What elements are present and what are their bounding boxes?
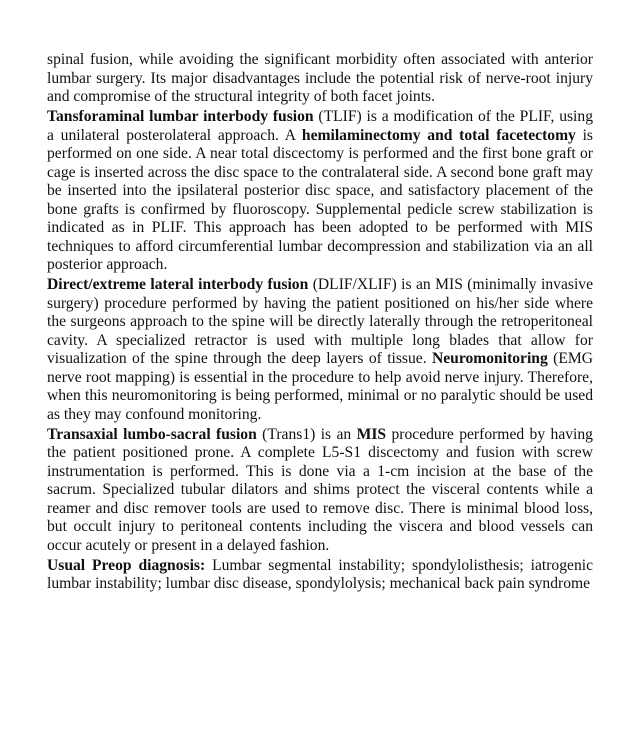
term-hemilaminectomy: hemilaminectomy and total facetectomy [301,126,576,144]
paragraph-text: (EMG nerve root mapping) is essential in the procedure to help avoid nerve injury. Therefore, when this neuromonitoring is being performed, minimal or no paralytic should be used as they may confound monitoring. [47,350,593,423]
paragraph-text: spinal fusion, while avoiding the significant morbidity often associated with anterior lumbar surgery. Its major disadvantages include the potential risk of nerve-root injury and compromise of the structural integrity of both facet joints. [47,51,593,105]
paragraph-text: (DLIF/XLIF) is an MIS (minimally invasive surgery) procedure performed by having the patient positioned on his/her side where the surgeons approach to the spine will be directly laterally through the retroperitoneal cavity. A specialized retractor is used with multiple long blades that allow for visualization of the spine through the deep layers of tissue. [47,276,593,367]
term-neuromonitoring: Neuromonitoring [431,350,548,367]
term-preop-diagnosis: Usual Preop diagnosis: [47,556,206,574]
paragraph-plif-continuation [47,51,593,107]
term-dlif: Direct/extreme lateral interbody fusion [47,276,309,293]
paragraph-text: procedure performed by having the patient positioned prone. A complete L5-S1 discectomy and fusion with screw instrumentation is performed. This is done via a 1-cm incision at the base of the sacrum. Specialized tubular dilators and shims protect the visceral contents while a reamer and disc remover tools are used to remove disc. There is minimal blood loss, but occult injury to peritoneal contents including the viscera and blood vessels can occur acutely or present in a delayed fashion. [47,425,593,554]
paragraph-text: is performed on one side. A near total discectomy is performed and the first bone graft or cage is inserted across the disc space to the contralateral side. A second bone graft may be inserted into the ipsilateral posterior disc space, and satisfactory placement of the bone grafts is confirmed by fluoroscopy. Supplemental pedicle screw stabilization is indicated as in PLIF. This approach has been adopted to be performed with MIS techniques to afford circumferential lumbar decompression and stabilization via an all posterior approach. [47,126,593,273]
paragraph-text: Lumbar segmental instability; spondylolisthesis; iatrogenic lumbar instability; lumbar disc disease, spondylolysis; mechanical back pain syndrome [47,556,593,592]
paragraph-trans1 [47,426,593,556]
paragraph-text: (TLIF) is a modification of the PLIF, using a unilateral posterolateral approach. A [47,108,593,144]
paragraph-dlif [47,276,593,424]
paragraph-text: (Trans1) is an [256,425,357,443]
paragraph-tlif [47,108,593,275]
term-trans1: Transaxial lumbo-sacral fusion [47,425,257,443]
paragraph-preop-diagnosis [47,557,593,594]
term-tlif: Tansforaminal lumbar interbody fusion [47,108,314,125]
term-mis: MIS [356,425,387,443]
document-page [47,51,593,595]
